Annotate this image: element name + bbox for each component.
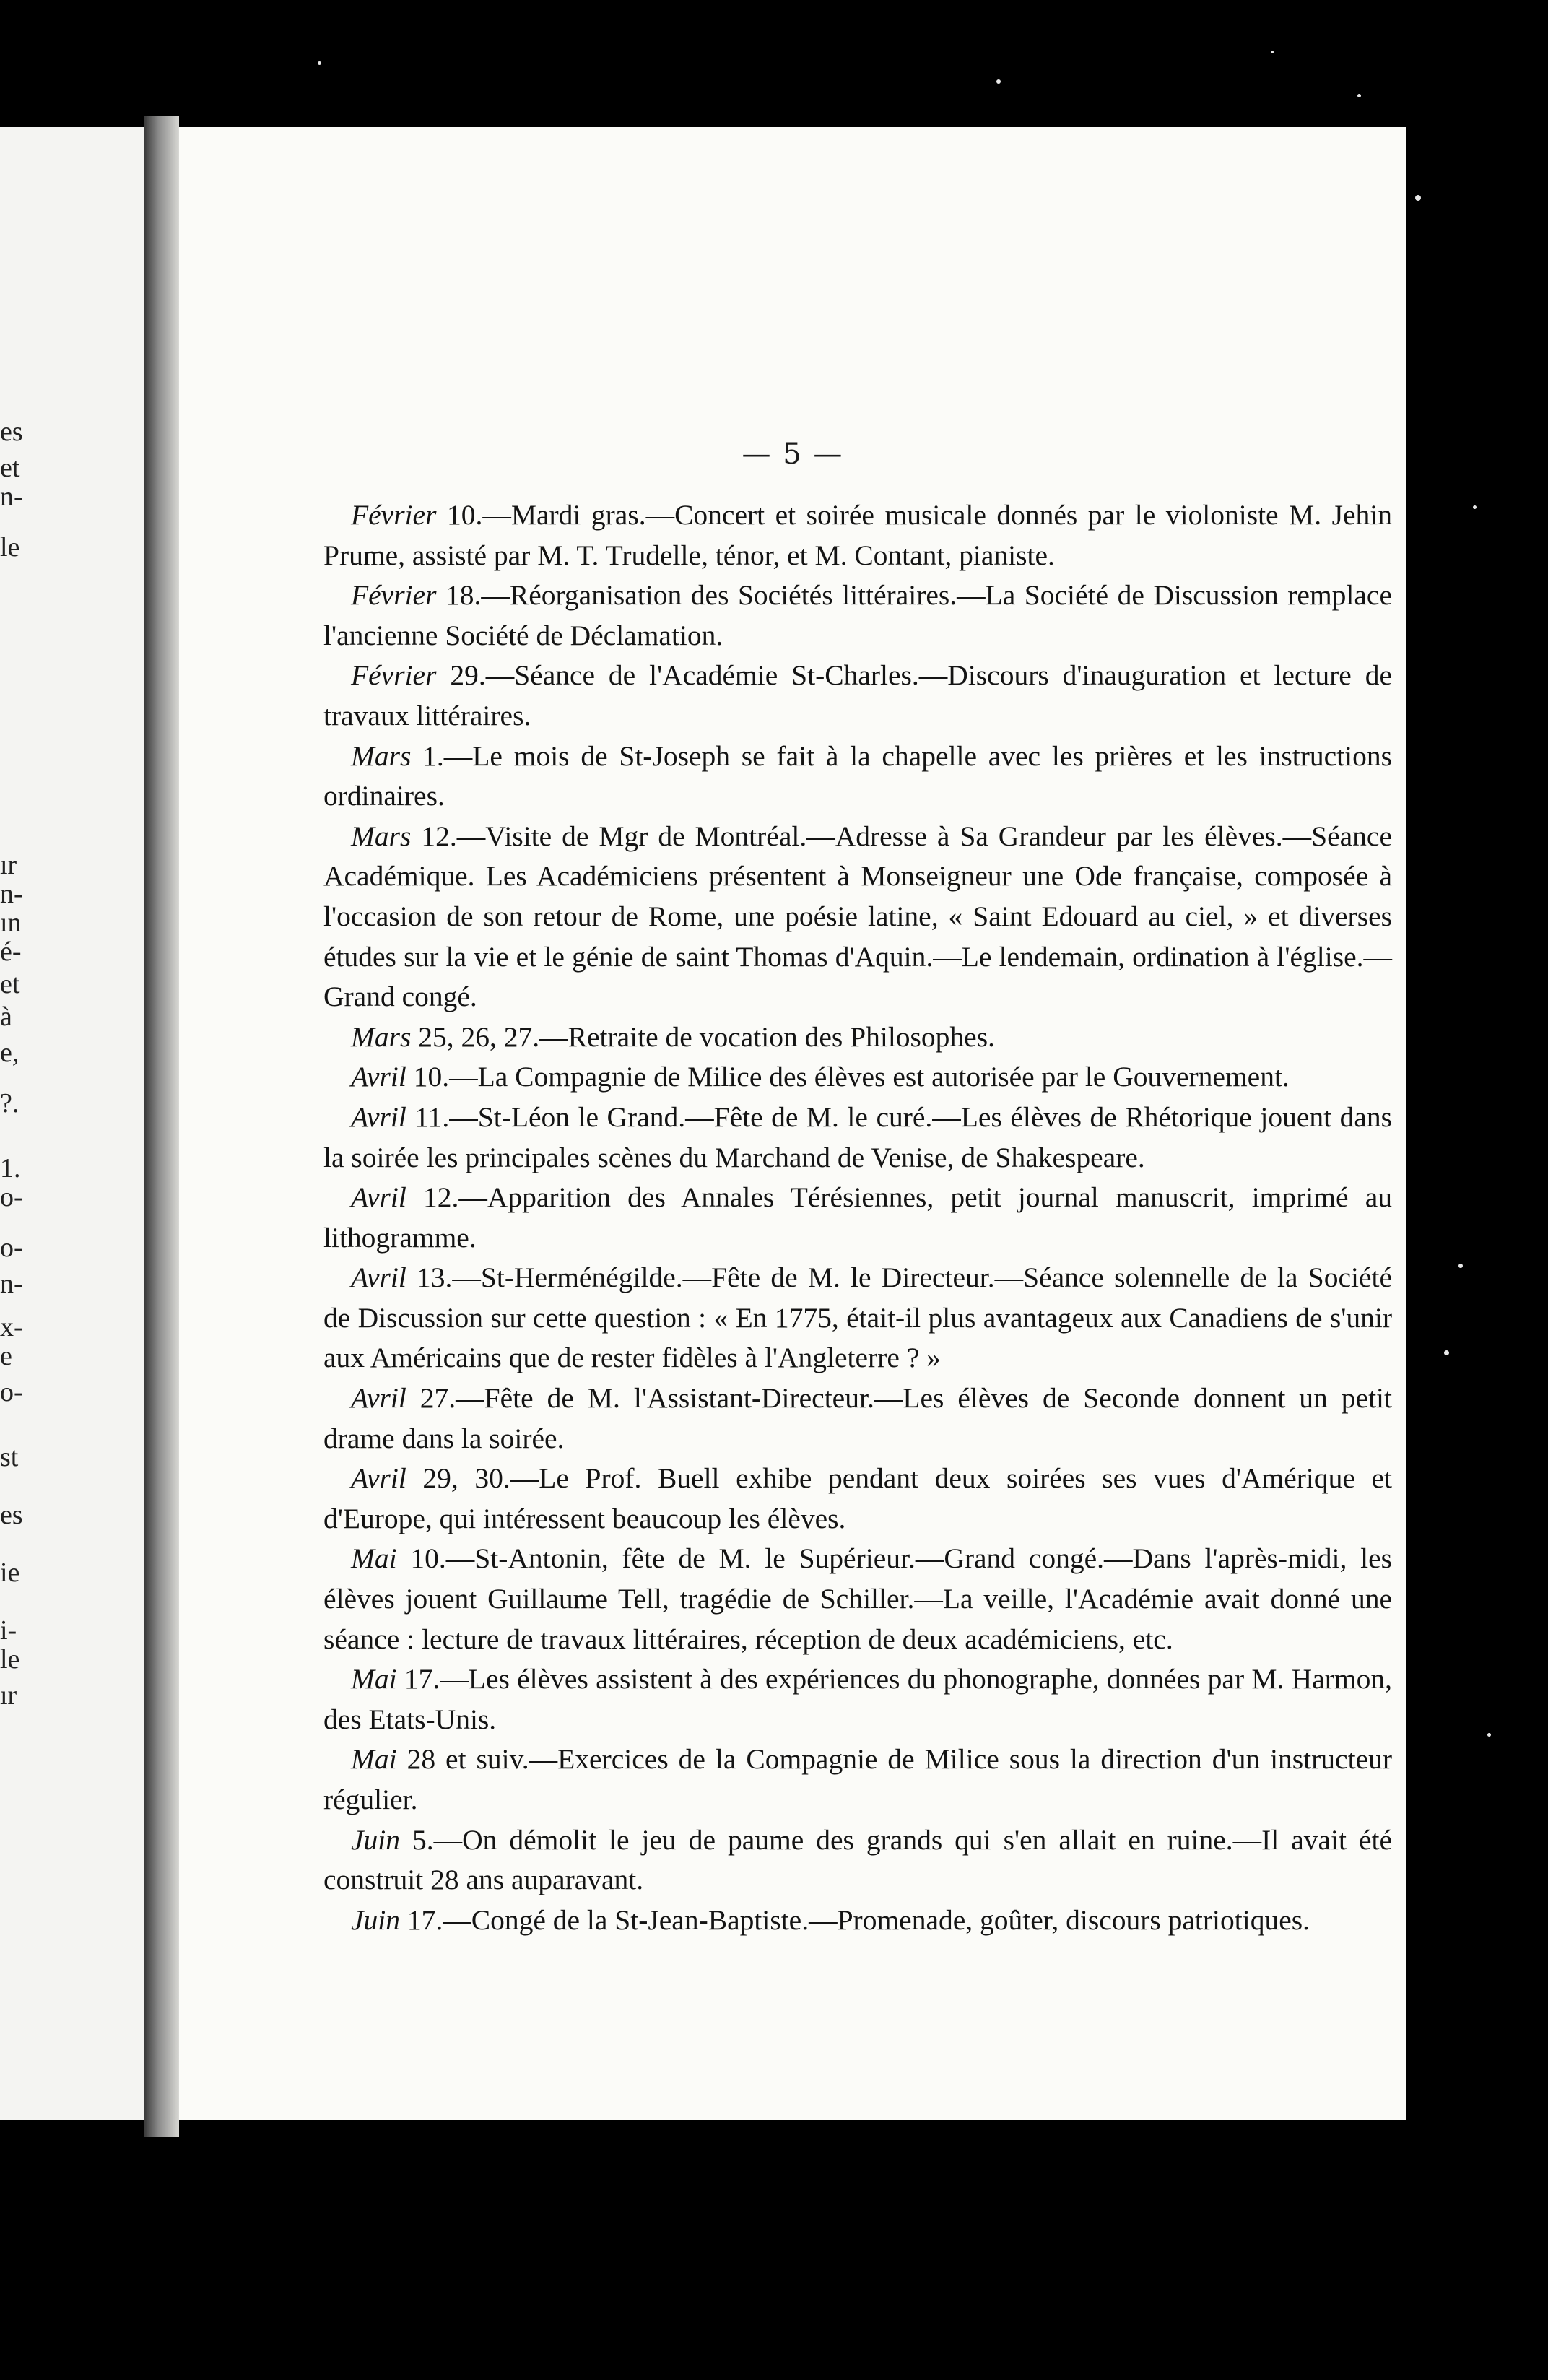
left-page-fragment: n- <box>0 1269 23 1299</box>
scan-speck <box>1271 51 1274 53</box>
scan-speck <box>1473 505 1477 509</box>
left-page-fragment: le <box>0 532 20 563</box>
left-page-fragment: es <box>0 1500 23 1530</box>
left-page-fragment: ie <box>0 1558 20 1588</box>
entry-text: 17.—Les élèves assistent à des expériences du phonographe, données par M. Harmon, des Etats-Unis. <box>323 1663 1392 1735</box>
entry-text: 27.—Fête de M. l'Assistant-Directeur.—Les élèves de Seconde donnent un petit drame dans la soirée. <box>323 1382 1392 1454</box>
left-page-fragment: x- <box>0 1312 23 1342</box>
scan-speck <box>318 61 321 65</box>
left-page-fragment: es <box>0 417 23 447</box>
left-page-fragment: à <box>0 1002 12 1032</box>
left-page-fragment: ın <box>0 908 22 938</box>
left-page-fragment: o- <box>0 1182 23 1212</box>
entry-date: Avril <box>351 1100 406 1133</box>
chronicle-entry <box>323 1017 1392 1058</box>
main-page <box>179 127 1406 2120</box>
entry-text: 13.—St-Herménégilde.—Fête de M. le Directeur.—Séance solennelle de la Société de Discussion sur cette question : « En 1775, était-il plus avantageux aux Canadiens de s'unir aux Américains que de rester fidèles à l'Angleterre ? » <box>323 1261 1392 1374</box>
chronicle-entry <box>323 1178 1392 1258</box>
entry-date: Février <box>351 579 437 612</box>
entry-text: 11.—St-Léon le Grand.—Fête de M. le curé.—Les élèves de Rhétorique jouent dans la soirée les principales scènes du Marchand de Venise, de Shakespeare. <box>323 1100 1392 1173</box>
entry-text: 17.—Congé de la St-Jean-Baptiste.—Promenade, goûter, discours patriotiques. <box>400 1903 1310 1936</box>
entry-text: 12.—Visite de Mgr de Montréal.—Adresse à Sa Grandeur par les élèves.—Séance Académique. Les Académiciens présentent à Monseigneur une Ode française, composée à l'occasion de son retour de Rome, une poésie latine, « Saint Edouard au ciel, » et diverses études sur la vie et le génie de saint Thomas d'Aquin.—Le lendemain, ordination à l'église.—Grand congé. <box>323 820 1392 1013</box>
scan-speck <box>1357 94 1361 97</box>
entry-text: 1.—Le mois de St-Joseph se fait à la chapelle avec les prières et les instructions ordinaires. <box>323 739 1392 812</box>
chronicle-entry <box>323 1057 1392 1098</box>
left-page-fragment: et <box>0 453 20 483</box>
scan-speck <box>1444 1350 1449 1355</box>
chronicle-entry <box>323 737 1392 817</box>
entry-date: Février <box>351 659 437 692</box>
left-page-fragment: e, <box>0 1038 19 1068</box>
left-page-fragment: i- <box>0 1615 17 1646</box>
chronicle-entry <box>323 656 1392 736</box>
entry-date: Mai <box>351 1663 397 1695</box>
page-gutter <box>144 116 179 2137</box>
entry-text: 28 et suiv.—Exercices de la Compagnie de Milice sous la direction d'un instructeur régulier. <box>323 1743 1392 1815</box>
chronicle-entry <box>323 1659 1392 1740</box>
left-page-fragment: st <box>0 1442 19 1472</box>
entry-date: Février <box>351 499 437 531</box>
left-page-fragment: ır <box>0 1680 17 1711</box>
left-page-fragment: ?. <box>0 1088 19 1119</box>
page-number: — 5 — <box>742 438 844 471</box>
entry-text: 25, 26, 27.—Retraite de vocation des Philosophes. <box>411 1020 995 1053</box>
chronicle-entry <box>323 495 1392 576</box>
entry-text: 10.—Mardi gras.—Concert et soirée musicale donnés par le violoniste M. Jehin Prume, assisté par M. T. Trudelle, ténor, et M. Contant, pianiste. <box>323 499 1392 571</box>
left-page-fragment: et <box>0 969 20 999</box>
entry-text: 5.—On démolit le jeu de paume des grands qui s'en allait en ruine.—Il avait été construit 28 ans auparavant. <box>323 1823 1392 1896</box>
entry-date: Mai <box>351 1743 397 1776</box>
left-page-fragment: é- <box>0 937 22 967</box>
entry-date: Avril <box>351 1181 406 1214</box>
left-page-fragment: 1. <box>0 1153 21 1184</box>
scan-speck <box>996 79 1001 84</box>
scan-speck <box>1487 1733 1491 1737</box>
chronicle-entry <box>323 1098 1392 1178</box>
entry-date: Mars <box>351 820 412 852</box>
chronicle-entry <box>323 1378 1392 1459</box>
entry-text: 12.—Apparition des Annales Térésiennes, petit journal manuscrit, imprimé au lithogramme. <box>323 1181 1392 1254</box>
entry-date: Juin <box>351 1903 401 1936</box>
left-page-edge <box>0 127 144 2120</box>
chronicle-entry <box>323 576 1392 656</box>
entry-date: Juin <box>351 1823 401 1856</box>
left-page-fragment: ır <box>0 850 17 880</box>
entry-date: Mars <box>351 1020 412 1053</box>
left-page-fragment: le <box>0 1644 20 1675</box>
entry-date: Avril <box>351 1061 406 1093</box>
left-page-fragment: o- <box>0 1233 23 1263</box>
entry-text: 10.—St-Antonin, fête de M. le Supérieur.—Grand congé.—Dans l'après-midi, les élèves jouent Guillaume Tell, tragédie de Schiller.—La veille, l'Académie avait donné une séance : lecture de travaux littéraires, réception de deux académiciens, etc. <box>323 1542 1392 1655</box>
left-page-fragments <box>0 127 144 2120</box>
chronicle-entry <box>323 1820 1392 1901</box>
left-page-fragment: n- <box>0 879 23 909</box>
entry-date: Avril <box>351 1382 406 1415</box>
chronicle-entry <box>323 1459 1392 1539</box>
entry-text: 10.—La Compagnie de Milice des élèves est autorisée par le Gouvernement. <box>406 1061 1290 1093</box>
chronicle-entry <box>323 1901 1392 1941</box>
left-page-fragment: n- <box>0 482 23 512</box>
chronicle-text <box>323 495 1392 1940</box>
left-page-fragment: o- <box>0 1377 23 1407</box>
entry-text: 29, 30.—Le Prof. Buell exhibe pendant deux soirées ses vues d'Amérique et d'Europe, qui intéressent beaucoup les élèves. <box>323 1462 1392 1534</box>
entry-date: Mars <box>351 739 412 772</box>
chronicle-entry <box>323 1258 1392 1378</box>
left-page-fragment: e <box>0 1341 12 1371</box>
scan-speck <box>1458 1264 1463 1268</box>
chronicle-entry <box>323 1539 1392 1659</box>
chronicle-entry <box>323 1740 1392 1820</box>
chronicle-entry <box>323 817 1392 1017</box>
scan-speck <box>1415 195 1421 201</box>
entry-date: Mai <box>351 1542 397 1575</box>
entry-date: Avril <box>351 1462 406 1495</box>
entry-date: Avril <box>351 1261 406 1294</box>
entry-text: 29.—Séance de l'Académie St-Charles.—Discours d'inauguration et lecture de travaux littéraires. <box>323 659 1392 731</box>
entry-text: 18.—Réorganisation des Sociétés littéraires.—La Société de Discussion remplace l'ancienne Société de Déclamation. <box>323 579 1392 651</box>
